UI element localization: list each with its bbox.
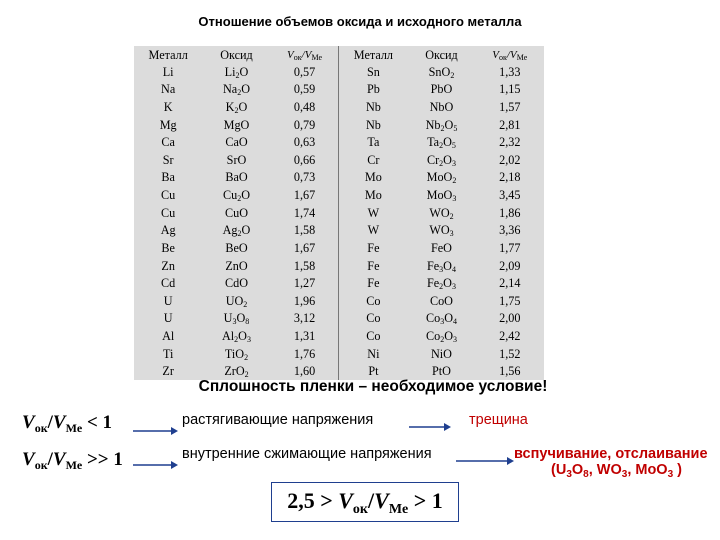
metal-cell: Be — [161, 240, 175, 255]
ratio-cell: 1,58 — [271, 221, 339, 239]
swelling-examples: ($U_3O_8$, $WO_3$, MoO$_3$ ) — [551, 462, 683, 480]
ratio-cell: 0,59 — [271, 81, 339, 99]
oxide-cell: $Ta_2O_5$ — [427, 135, 456, 151]
table-row — [134, 151, 544, 169]
compressive-stress-label: внутренние сжимающие напряжения — [182, 446, 432, 462]
oxide-cell: $Li_2O$ — [224, 64, 249, 80]
ratio-cell: 1,27 — [271, 274, 339, 292]
ratio-cell: 2,81 — [499, 117, 521, 132]
metal-cell: Cu — [161, 205, 176, 220]
oxide-cell: ZrO$_2$ — [224, 364, 249, 380]
ratio-cell: 2,14 — [499, 276, 521, 291]
oxide-cell: $Na_2O$ — [222, 82, 250, 98]
ratio-cell: 1,15 — [499, 82, 521, 97]
metal-cell: K — [163, 100, 173, 115]
metal-cell: Pb — [366, 82, 380, 97]
tensile-stress-label: растягивающие напряжения — [182, 412, 374, 428]
ratio-cell: 2,18 — [499, 170, 521, 185]
metal-cell: Li — [162, 64, 174, 79]
ratio-cell: 2,42 — [499, 328, 521, 343]
table-row — [134, 186, 544, 204]
metal-cell: Ta — [367, 135, 380, 150]
metal-cell: Ag — [160, 223, 176, 238]
ratio-cell: 1,31 — [271, 327, 339, 345]
ratio-cell: 0,79 — [271, 116, 339, 134]
oxide-cell: MoO$_2$ — [426, 170, 457, 186]
metal-cell: Cu — [161, 188, 176, 203]
oxide-cell: $Nb_2O_5$ — [425, 117, 458, 133]
ratio-cell: 1,56 — [499, 364, 521, 379]
condition-much-greater-than-one: $V_{ок}/V_{Me} >> 1$ — [22, 449, 123, 472]
ratio-cell: 1,75 — [499, 293, 521, 308]
metal-cell: Cd — [161, 276, 176, 291]
ratio-cell: 1,57 — [499, 100, 521, 115]
oxide-cell: PbO — [430, 82, 453, 97]
metal-cell: Mg — [159, 117, 177, 132]
metal-cell: Co — [366, 311, 381, 326]
metal-cell: Co — [366, 293, 381, 308]
oxide-cell: CoO — [429, 293, 453, 308]
crack-result: трещина — [469, 412, 528, 428]
oxide-cell: BeO — [225, 240, 248, 255]
table-row — [134, 310, 544, 328]
oxide-cell: TiO$_2$ — [224, 346, 249, 362]
metal-cell: W — [367, 223, 380, 238]
header-metal-left: Металл — [148, 47, 188, 62]
metal-cell: Sn — [366, 64, 380, 79]
metal-cell: Fe — [367, 276, 380, 291]
metal-cell: Ba — [161, 170, 175, 185]
table-row — [134, 204, 544, 222]
arrow-icon — [409, 423, 451, 431]
table-row — [134, 116, 544, 134]
table-row — [134, 257, 544, 275]
metal-cell: Zn — [161, 258, 175, 273]
header-oxide-left: Оксид — [220, 47, 253, 62]
metal-cell: Ti — [162, 346, 174, 361]
ratio-cell: 1,67 — [271, 186, 339, 204]
metal-cell: Al — [162, 328, 175, 343]
metal-cell: Fe — [367, 258, 380, 273]
oxide-cell: $UO_2$ — [225, 293, 248, 309]
table-row — [134, 133, 544, 151]
oxide-cell: $WO_2$ — [429, 205, 454, 221]
ratio-cell: 1,96 — [271, 292, 339, 310]
metal-cell: Nb — [365, 100, 381, 115]
oxide-cell: $Cr_2O_3$ — [426, 152, 456, 168]
arrow-icon — [456, 457, 514, 465]
metal-cell: Na — [161, 82, 176, 97]
oxide-cell: CaO — [225, 135, 248, 150]
oxide-volume-table — [134, 46, 544, 380]
oxide-cell: $Cu_2O$ — [222, 188, 251, 204]
ratio-cell: 1,67 — [271, 239, 339, 257]
header-metal-right: Металл — [353, 47, 394, 62]
ratio-cell: 1,58 — [271, 257, 339, 275]
optimal-range-box: $2,5 > V_{ок}/V_{Me} > 1$ — [271, 482, 459, 522]
ratio-cell: 0,73 — [271, 169, 339, 187]
header-ratio-right: $V_{ок}/V_{Me}$ — [492, 49, 528, 62]
table-row — [134, 239, 544, 257]
metal-cell: U — [163, 293, 173, 308]
metal-cell: Cr — [367, 152, 380, 167]
oxide-cell: $Fe_3O_4$ — [426, 258, 456, 274]
table-row — [134, 327, 544, 345]
ratio-cell: 0,66 — [271, 151, 339, 169]
arrow-icon — [133, 427, 178, 435]
header-ratio-left: $V_{ок}/V_{Me}$ — [271, 46, 339, 63]
table-header-row — [134, 46, 544, 63]
oxide-cell: $Al_2O_3$ — [221, 328, 251, 344]
metal-cell: Pt — [368, 364, 379, 379]
metal-cell: U — [163, 311, 173, 326]
metal-cell: Zr — [162, 364, 174, 379]
metal-cell: Sr — [162, 152, 174, 167]
ratio-cell: 1,60 — [271, 362, 339, 380]
table-row — [134, 274, 544, 292]
oxide-cell: $Co_2O_3$ — [425, 328, 457, 344]
arrow-icon — [133, 461, 178, 469]
oxide-cell: $WO_3$ — [429, 223, 454, 239]
oxide-cell: CuO — [224, 205, 248, 220]
table-row — [134, 169, 544, 187]
oxide-cell: NbO — [429, 100, 454, 115]
ratio-cell: 3,45 — [499, 188, 521, 203]
ratio-cell: 1,76 — [271, 345, 339, 363]
ratio-cell: 1,52 — [499, 346, 521, 361]
oxide-cell: $U_3O_8$ — [223, 311, 250, 327]
metal-cell: W — [367, 205, 380, 220]
oxide-cell: SrO — [226, 152, 247, 167]
table-row — [134, 292, 544, 310]
ratio-cell: 1,74 — [271, 204, 339, 222]
swelling-result: вспучивание, отслаивание — [514, 446, 708, 462]
oxide-cell: ZnO — [225, 258, 248, 273]
ratio-cell: 2,02 — [499, 152, 521, 167]
oxide-cell: SnO$_2$ — [428, 64, 455, 80]
oxide-cell: $Fe_2O_3$ — [426, 276, 456, 292]
oxide-cell: PtO — [431, 364, 451, 379]
header-oxide-right: Оксид — [425, 47, 458, 62]
metal-cell: Ca — [161, 135, 175, 150]
ratio-cell: 0,63 — [271, 133, 339, 151]
metal-cell: Nb — [365, 117, 381, 132]
table-row — [134, 81, 544, 99]
oxide-cell: FeO — [430, 240, 452, 255]
metal-cell: Mo — [364, 170, 382, 185]
metal-cell: Ni — [367, 346, 380, 361]
oxide-cell: $Ag_2O$ — [222, 223, 251, 239]
table-row — [134, 98, 544, 116]
metal-cell: Fe — [367, 240, 380, 255]
table-row — [134, 345, 544, 363]
ratio-cell: 2,09 — [499, 258, 521, 273]
ratio-cell: 3,12 — [271, 310, 339, 328]
oxide-cell: NiO — [430, 346, 452, 361]
subtitle-condition: Сплошность пленки – необходимое условие! — [198, 378, 548, 395]
ratio-cell: 0,48 — [271, 98, 339, 116]
oxide-cell: CdO — [224, 276, 248, 291]
ratio-cell: 2,00 — [499, 311, 521, 326]
ratio-cell: 3,36 — [499, 223, 521, 238]
ratio-cell: 1,77 — [499, 240, 521, 255]
oxide-cell: MgO — [223, 117, 250, 132]
ratio-cell: 0,57 — [271, 63, 339, 81]
metal-cell: Co — [366, 328, 381, 343]
metal-cell: Mo — [364, 188, 382, 203]
page-title: Отношение объемов оксида и исходного металла — [198, 14, 522, 29]
ratio-cell: 1,86 — [499, 205, 521, 220]
oxide-cell: MoO$_3$ — [426, 188, 457, 204]
oxide-cell: BaO — [225, 170, 248, 185]
oxide-cell: $Co_3O_4$ — [425, 311, 457, 327]
table-row — [134, 221, 544, 239]
table-row — [134, 63, 544, 81]
condition-less-than-one: $V_{ок}/V_{Me} < 1$ — [22, 412, 113, 435]
ratio-cell: 2,32 — [499, 135, 521, 150]
ratio-cell: 1,33 — [499, 64, 521, 79]
oxide-cell: $K_2O$ — [225, 100, 248, 116]
